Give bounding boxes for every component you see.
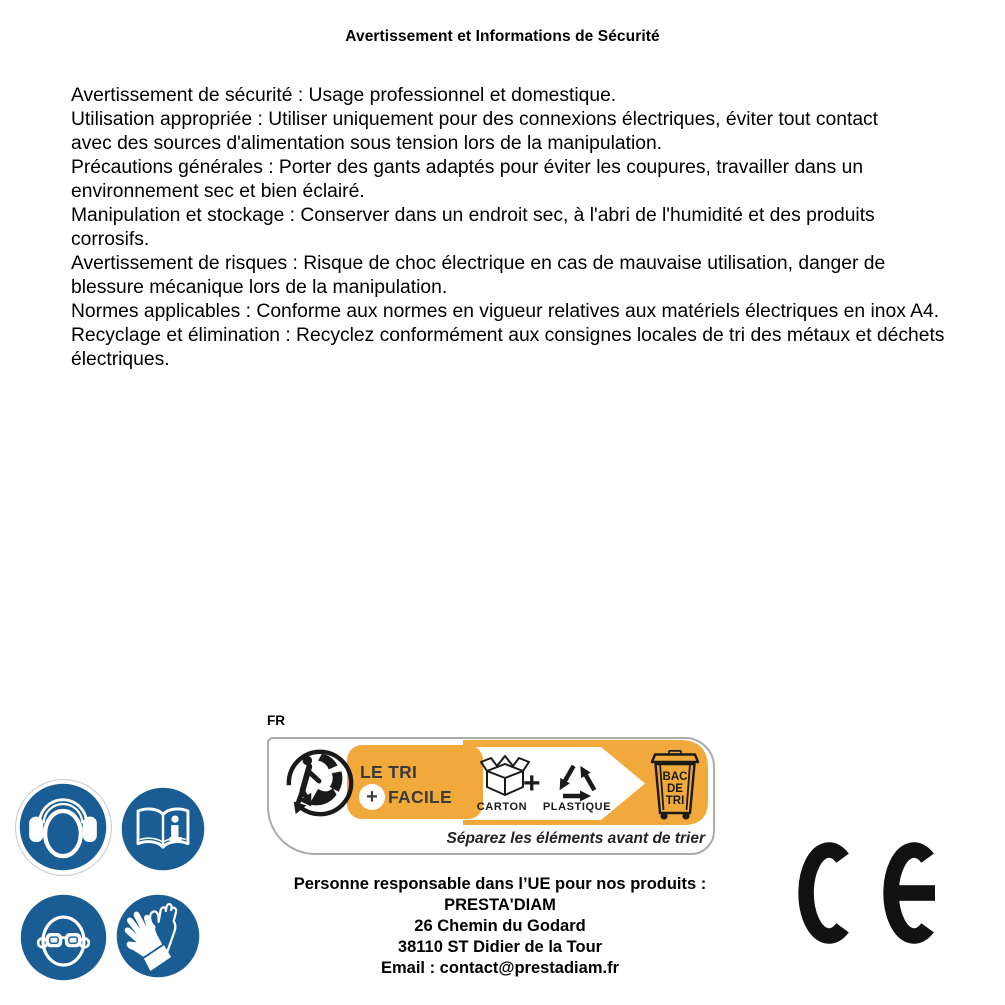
safety-line: blessure mécanique lors de la manipulation. xyxy=(71,277,448,298)
tri-facile-recycling-label xyxy=(267,737,715,855)
safety-line: corrosifs. xyxy=(71,229,150,250)
wear-protective-gloves-icon xyxy=(115,893,201,979)
safety-line: Précautions générales : Porter des gants adaptés pour éviter les coupures, travailler dans un xyxy=(71,157,864,178)
responsible-address-line: 26 Chemin du Godard xyxy=(414,917,586,935)
sorting-bin-icon xyxy=(650,750,700,820)
country-code-fr: FR xyxy=(267,713,285,728)
tri-headline-bottom: FACILE xyxy=(388,787,453,807)
plus-sign: + xyxy=(366,785,378,808)
wear-ear-protection-icon xyxy=(15,779,112,876)
safety-line: électriques. xyxy=(71,349,170,370)
safety-line: Recyclage et élimination : Recyclez conformément aux consignes locales de tri des métaux et déchets xyxy=(71,325,945,346)
safety-line: Manipulation et stockage : Conserver dans un endroit sec, à l'abri de l'humidité et des produits xyxy=(71,205,875,226)
wear-eye-protection-icon xyxy=(19,893,108,982)
safety-line: Avertissement de sécurité : Usage professionnel et domestique. xyxy=(71,85,617,106)
responsible-person-block xyxy=(252,874,748,979)
recycling-triangle-icon xyxy=(550,751,604,803)
bin-label-line: DE xyxy=(667,783,683,795)
plastique-label: PLASTIQUE xyxy=(542,801,612,813)
triman-recycling-icon xyxy=(283,746,357,820)
plus-sign: + xyxy=(523,767,541,800)
safety-line: Avertissement de risques : Risque de choc électrique en cas de mauvaise utilisation, danger de xyxy=(71,253,886,274)
tri-headline-top: LE TRI xyxy=(360,762,418,782)
safety-line: avec des sources d'alimentation sous tension lors de la manipulation. xyxy=(71,133,663,154)
page-title: Avertissement et Informations de Sécurité xyxy=(345,28,660,45)
safety-line: environnement sec et bien éclairé. xyxy=(71,181,365,202)
tri-footer-note: Séparez les éléments avant de trier xyxy=(446,830,705,847)
responsible-line: Personne responsable dans l’UE pour nos produits : xyxy=(293,875,707,893)
bin-label-line: BAC xyxy=(662,771,688,783)
plus-circle-icon xyxy=(359,784,385,810)
carton-label: CARTON xyxy=(476,801,528,813)
responsible-email: Email : contact@prestadiam.fr xyxy=(381,959,619,977)
responsible-address-line: 38110 ST Didier de la Tour xyxy=(397,938,603,956)
safety-line: Utilisation appropriée : Utiliser uniquement pour des connexions électriques, éviter tout contact xyxy=(71,109,879,130)
ce-marking-icon xyxy=(795,840,945,946)
safety-line: Normes applicables : Conforme aux normes en vigueur relatives aux matériels électriques en inox A4. xyxy=(71,301,940,322)
safety-text-block xyxy=(71,84,991,372)
bin-label-line: TRI xyxy=(665,795,685,807)
responsible-company: PRESTA'DIAM xyxy=(444,896,556,914)
read-instruction-manual-icon xyxy=(120,786,206,872)
